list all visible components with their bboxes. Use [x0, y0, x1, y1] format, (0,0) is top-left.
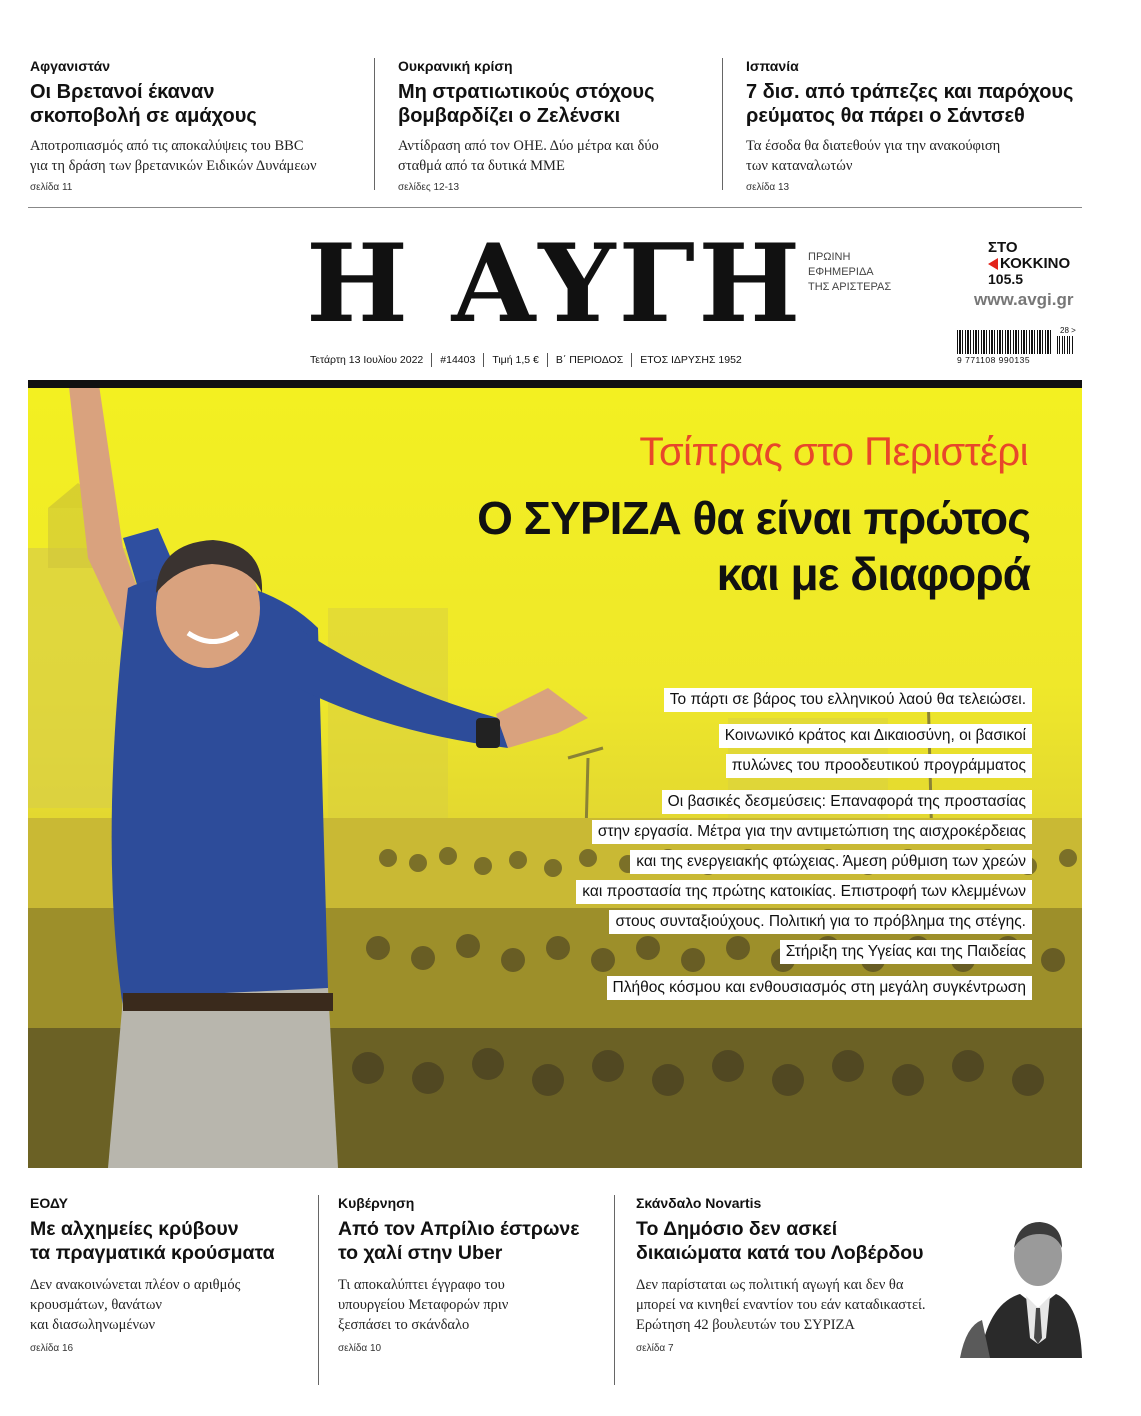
bullet-line: Κοινωνικό κράτος και Δικαιοσύνη, οι βασικοί: [719, 724, 1032, 748]
summary-line: κρουσμάτων, θανάτων: [30, 1297, 162, 1313]
page-reference: σελίδα 13: [746, 182, 790, 193]
hero-top-rule: [28, 380, 1082, 388]
headline-line: Το Δημόσιο δεν ασκεί: [636, 1218, 838, 1240]
summary-line: Αντίδραση από τον ΟΗΕ. Δύο μέτρα και δύο: [398, 138, 659, 154]
radio-frequency: 105.5: [988, 271, 1024, 287]
teaser-summary: [398, 136, 728, 176]
summary-line: των καταναλωτών: [746, 158, 853, 174]
bottom-teaser-government[interactable]: [338, 1195, 598, 1354]
teaser-headline[interactable]: [30, 80, 360, 128]
summary-line: Τι αποκαλύπτει έγγραφο του: [338, 1277, 505, 1293]
bullet-group: [468, 790, 1032, 964]
red-arrow-icon: [988, 258, 998, 270]
teaser-summary: [30, 136, 360, 176]
summary-line: Δεν παρίσταται ως πολιτική αγωγή και δεν θα: [636, 1277, 904, 1293]
teaser-headline[interactable]: [338, 1217, 598, 1265]
man-portrait-illustration: [960, 1208, 1082, 1358]
page-reference: σελίδες 12-13: [398, 182, 460, 193]
summary-line: και διασωληνωμένων: [30, 1317, 156, 1333]
headline-line: Ο ΣΥΡΙΖΑ θα είναι πρώτος: [477, 492, 1030, 544]
column-divider: [318, 1195, 319, 1385]
top-teaser-spain[interactable]: [746, 58, 1086, 193]
summary-line: Δεν ανακοινώνεται πλέον ο αριθμός: [30, 1277, 241, 1293]
headline-line: σκοποβολή σε αμάχους: [30, 105, 257, 127]
bullet-line: Οι βασικές δεσμεύσεις: Επαναφορά της προστασίας: [662, 790, 1032, 814]
tagline-line: ΠΡΩΙΝΗ: [808, 251, 851, 263]
summary-line: Τα έσοδα θα διατεθούν για την ανακούφιση: [746, 138, 1001, 154]
founding-year: ΕΤΟΣ ΙΔΡΥΣΗΣ 1952: [640, 354, 742, 366]
hero-story[interactable]: [28, 388, 1082, 1168]
bullet-line: Πλήθος κόσμου και ενθουσιασμός στη μεγάλη συγκέντρωση: [607, 976, 1032, 1000]
bullet-line: Στήριξη της Υγείας και της Παιδείας: [780, 940, 1032, 964]
hero-headline[interactable]: [258, 490, 1030, 602]
info-separator: [431, 353, 432, 367]
masthead-tagline: [808, 250, 891, 295]
barcode-number: 9 771108 990135: [957, 355, 1031, 365]
bullet-line: και προστασία της πρώτης κατοικίας. Επιστροφή των κλεμμένων: [576, 880, 1032, 904]
teaser-headline[interactable]: [30, 1217, 310, 1265]
teaser-kicker: Κυβέρνηση: [338, 1195, 415, 1211]
column-divider: [722, 58, 723, 190]
hero-bullet-list: [468, 688, 1032, 1012]
page-reference: σελίδα 16: [30, 1343, 74, 1354]
teaser-kicker: ΕΟΔΥ: [30, 1195, 68, 1211]
radio-logo-line: [988, 256, 1082, 272]
bullet-group: [468, 724, 1032, 778]
tagline-line: ΕΦΗΜΕΡΙΔΑ: [808, 266, 874, 278]
radio-logo-line: ΣΤΟ: [988, 239, 1018, 256]
summary-line: μπορεί να κινηθεί εναντίον του εάν καταδικαστεί.: [636, 1297, 926, 1313]
headline-line: Μη στρατιωτικούς στόχους: [398, 81, 655, 103]
teaser-summary: [30, 1275, 310, 1335]
barcode-addon-number: 28 >: [1060, 326, 1076, 335]
bullet-line: και της ενεργειακής φτώχειας. Άμεση ρύθμιση των χρεών: [630, 850, 1032, 874]
teaser-divider-rule: [28, 207, 1082, 208]
summary-line: Αποτροπιασμός από τις αποκαλύψεις του BBC: [30, 138, 304, 154]
sto-kokkino-radio-logo[interactable]: [988, 240, 1082, 287]
issue-period: Β΄ ΠΕΡΙΟΔΟΣ: [555, 354, 624, 366]
headline-line: Με αλχημείες κρύβουν: [30, 1218, 239, 1240]
teaser-summary: [746, 136, 1086, 176]
tagline-line: ΤΗΣ ΑΡΙΣΤΕΡΑΣ: [808, 281, 892, 293]
summary-line: Ερώτηση 42 βουλευτών του ΣΥΡΙΖΑ: [636, 1317, 855, 1333]
headline-line: 7 δισ. από τράπεζες και παρόχους: [746, 81, 1074, 103]
website-link[interactable]: www.avgi.gr: [974, 290, 1074, 309]
teaser-headline[interactable]: [746, 80, 1086, 128]
summary-line: ξεσπάσει το σκάνδαλο: [338, 1317, 470, 1333]
top-teaser-ukraine[interactable]: [398, 58, 728, 193]
issue-price: Τιμή 1,5 €: [492, 354, 539, 366]
bullet-line: στους συνταξιούχους. Πολιτική για το πρόβλημα της στέγης.: [609, 910, 1032, 934]
newspaper-title[interactable]: Η ΑΥΓΗ: [306, 221, 804, 347]
bottom-teaser-novartis[interactable]: [636, 1195, 966, 1354]
teaser-summary: [636, 1275, 966, 1335]
headline-line: Οι Βρετανοί έκαναν: [30, 81, 215, 103]
barcode-addon-bars: [1057, 336, 1073, 354]
issue-number: #14403: [440, 354, 476, 366]
masthead-info-bar: [310, 352, 790, 368]
portrait-photo: [960, 1208, 1082, 1358]
summary-line: σταθμά από τα δυτικά ΜΜΕ: [398, 158, 565, 174]
headline-line: δικαιώματα κατά του Λοβέρδου: [636, 1242, 924, 1264]
bottom-teaser-eody[interactable]: [30, 1195, 310, 1354]
headline-line: βομβαρδίζει ο Ζελένσκι: [398, 105, 621, 127]
issue-date: Τετάρτη 13 Ιουλίου 2022: [310, 354, 424, 366]
headline-line: τα πραγματικά κρούσματα: [30, 1242, 275, 1264]
bullet-line: πυλώνες του προοδευτικού προγράμματος: [726, 754, 1032, 778]
teaser-headline[interactable]: [398, 80, 728, 128]
barcode: [957, 326, 1077, 366]
info-separator: [631, 353, 632, 367]
column-divider: [614, 1195, 615, 1385]
bullet-line: στην εργασία. Μέτρα για την αντιμετώπιση της αισχροκέρδειας: [592, 820, 1032, 844]
page-reference: σελίδα 11: [30, 182, 73, 193]
teaser-kicker: Ουκρανική κρίση: [398, 58, 513, 74]
bullet-line: Το πάρτι σε βάρος του ελληνικού λαού θα τελειώσει.: [664, 688, 1032, 712]
headline-line: το χαλί στην Uber: [338, 1242, 503, 1264]
top-teaser-afghanistan[interactable]: [30, 58, 360, 193]
info-separator: [547, 353, 548, 367]
teaser-summary: [338, 1275, 598, 1335]
barcode-bars: [957, 330, 1053, 354]
page-reference: σελίδα 10: [338, 1343, 382, 1354]
headline-line: ρεύματος θα πάρει ο Σάντσεθ: [746, 105, 1025, 127]
teaser-kicker: Ισπανία: [746, 58, 799, 74]
headline-line: Από τον Απρίλιο έστρωνε: [338, 1218, 580, 1240]
radio-logo-word: ΚΟΚΚΙΝΟ: [1000, 255, 1071, 272]
page-reference: σελίδα 7: [636, 1343, 674, 1354]
teaser-headline[interactable]: [636, 1217, 966, 1265]
headline-line: και με διαφορά: [716, 548, 1030, 600]
summary-line: για τη δράση των βρετανικών Ειδικών Δυνάμεων: [30, 158, 317, 174]
summary-line: υπουργείου Μεταφορών πριν: [338, 1297, 509, 1313]
bullet-group: [468, 976, 1032, 1000]
teaser-kicker: Αφγανιστάν: [30, 58, 111, 74]
hero-kicker: Τσίπρας στο Περιστέρι: [639, 430, 1028, 474]
bullet-group: [468, 688, 1032, 712]
column-divider: [374, 58, 375, 190]
info-separator: [483, 353, 484, 367]
teaser-kicker: Σκάνδαλο Novartis: [636, 1195, 762, 1211]
